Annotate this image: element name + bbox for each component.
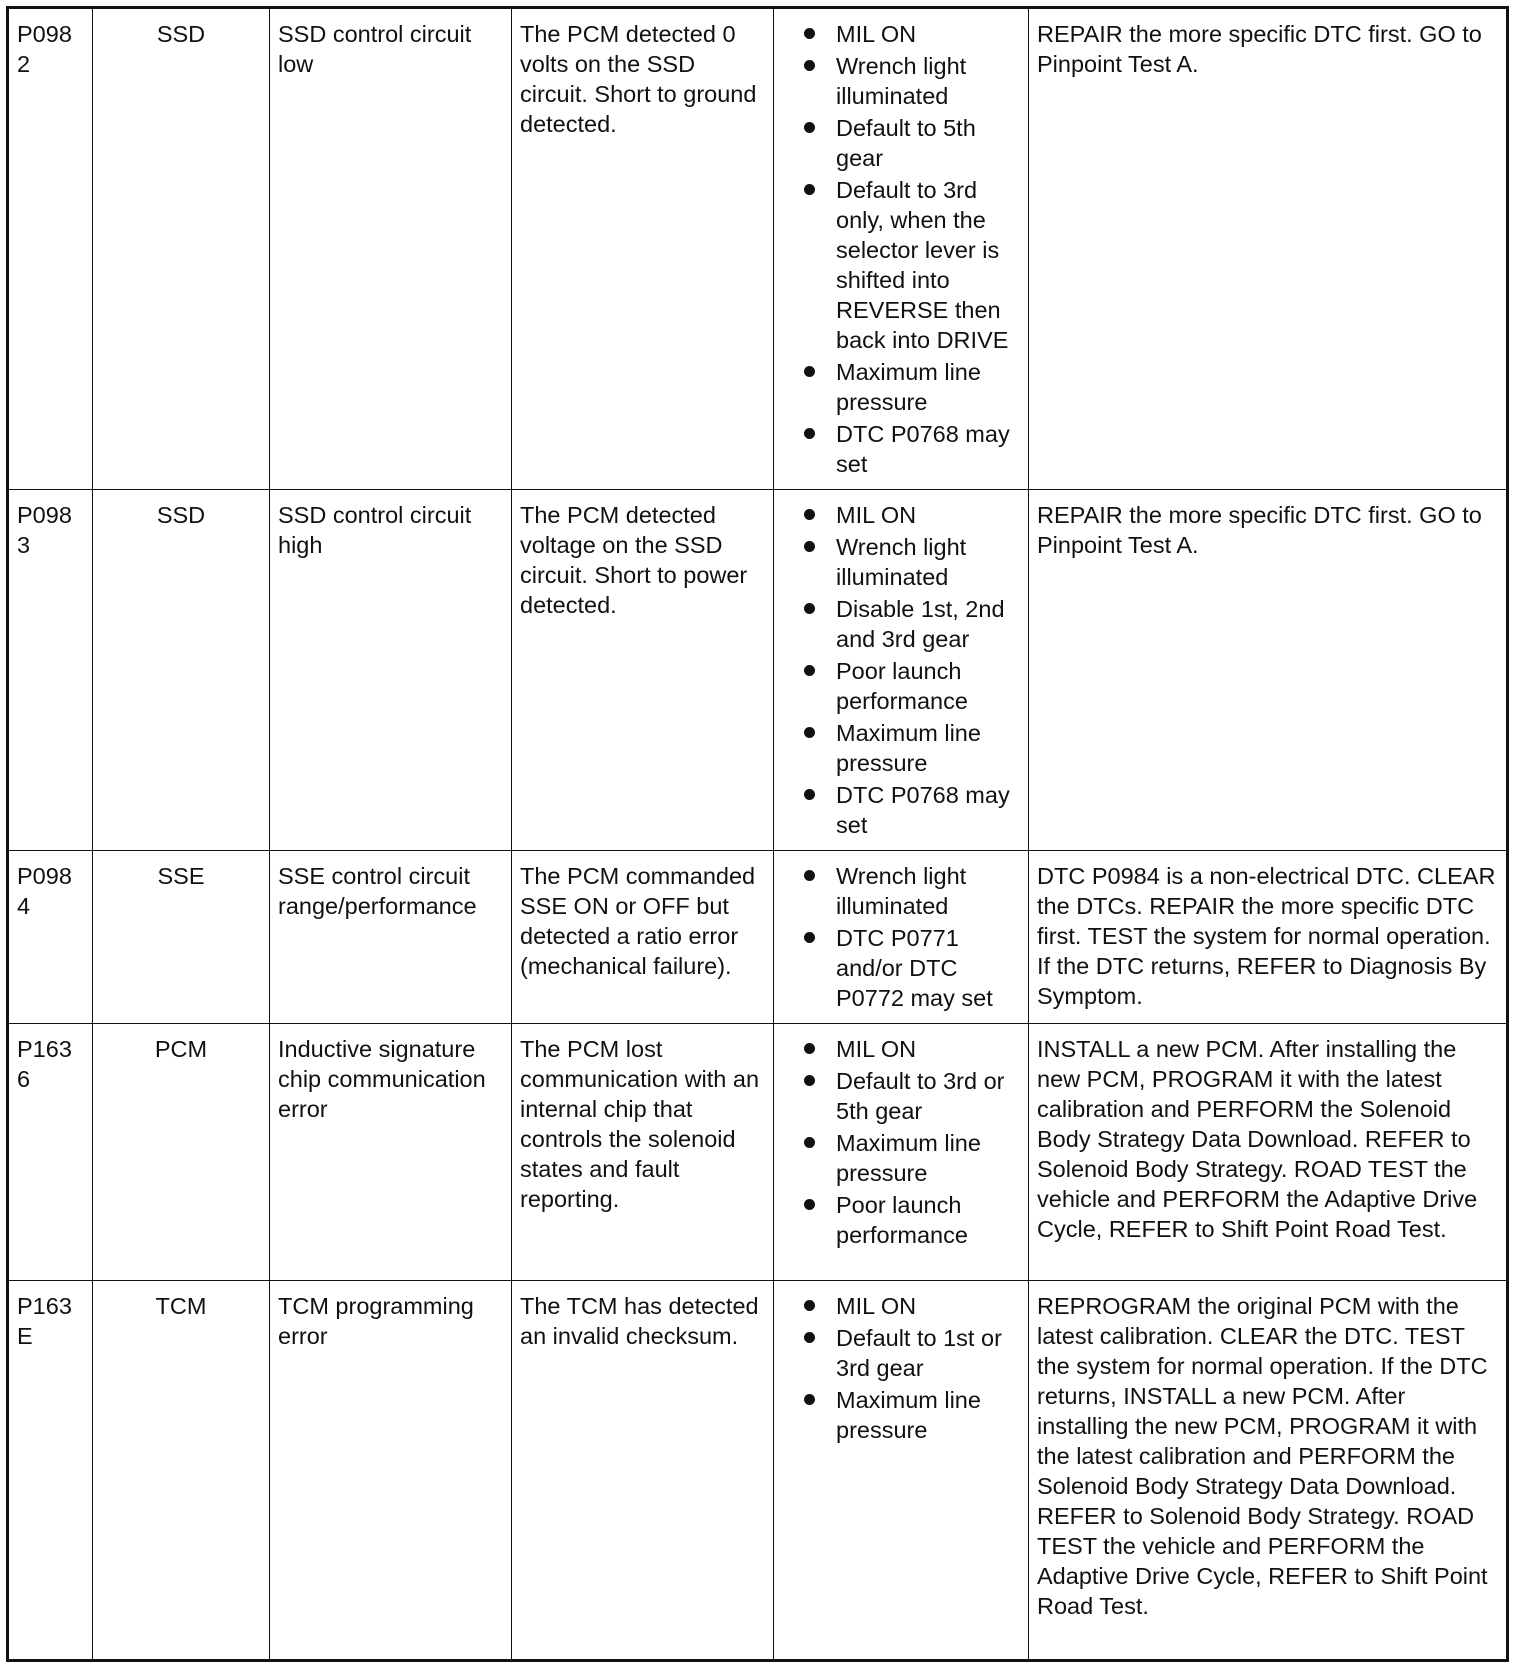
component-cell: SSD (93, 8, 270, 490)
condition-cell: The TCM has detected an invalid checksum. (512, 1281, 774, 1661)
symptom-item: Disable 1st, 2nd and 3rd gear (782, 594, 1020, 654)
symptom-list (782, 500, 1020, 840)
description-cell: Inductive signature chip communication error (270, 1024, 512, 1281)
symptom-item: Wrench light illuminated (782, 51, 1020, 111)
symptom-cell (774, 1024, 1029, 1281)
table-row (8, 8, 1508, 490)
symptom-cell (774, 490, 1029, 851)
component-cell: SSD (93, 490, 270, 851)
condition-cell: The PCM detected voltage on the SSD circuit. Short to power detected. (512, 490, 774, 851)
action-cell: DTC P0984 is a non-electrical DTC. CLEAR the DTCs. REPAIR the more specific DTC first. TEST the system for normal operation. If the DTC returns, REFER to Diagnosis By Symptom. (1029, 851, 1508, 1024)
action-cell: REPAIR the more specific DTC first. GO to Pinpoint Test A. (1029, 490, 1508, 851)
dtc-code-cell: P0982 (8, 8, 93, 490)
symptom-item: Wrench light illuminated (782, 861, 1020, 921)
symptom-item: Wrench light illuminated (782, 532, 1020, 592)
description-cell: SSD control circuit high (270, 490, 512, 851)
table-row (8, 490, 1508, 851)
dtc-code-cell: P1636 (8, 1024, 93, 1281)
table-row (8, 1281, 1508, 1661)
dtc-code-cell: P0983 (8, 490, 93, 851)
table-row (8, 1024, 1508, 1281)
symptom-cell (774, 851, 1029, 1024)
symptom-cell (774, 1281, 1029, 1661)
description-cell: SSE control circuit range/performance (270, 851, 512, 1024)
component-cell: TCM (93, 1281, 270, 1661)
action-cell: INSTALL a new PCM. After installing the new PCM, PROGRAM it with the latest calibration and PERFORM the Solenoid Body Strategy Data Download. REFER to Solenoid Body Strategy. ROAD TEST the vehicle and PERFORM the Adaptive Drive Cycle, REFER to Shift Point Road Test. (1029, 1024, 1508, 1281)
description-cell: TCM programming error (270, 1281, 512, 1661)
symptom-list (782, 19, 1020, 479)
symptom-item: Default to 5th gear (782, 113, 1020, 173)
symptom-item: DTC P0768 may set (782, 780, 1020, 840)
symptom-item: Poor launch performance (782, 1190, 1020, 1250)
symptom-item: Maximum line pressure (782, 1385, 1020, 1445)
condition-cell: The PCM lost communication with an internal chip that controls the solenoid states and fault reporting. (512, 1024, 774, 1281)
action-cell: REPROGRAM the original PCM with the latest calibration. CLEAR the DTC. TEST the system for normal operation. If the DTC returns, INSTALL a new PCM. After installing the new PCM, PROGRAM it with the latest calibration and PERFORM the Solenoid Body Strategy Data Download. REFER to Solenoid Body Strategy. ROAD TEST the vehicle and PERFORM the Adaptive Drive Cycle, REFER to Shift Point Road Test. (1029, 1281, 1508, 1661)
dtc-code-cell: P0984 (8, 851, 93, 1024)
symptom-item: Default to 1st or 3rd gear (782, 1323, 1020, 1383)
dtc-code-cell: P163E (8, 1281, 93, 1661)
symptom-item: Default to 3rd only, when the selector lever is shifted into REVERSE then back into DRIVE (782, 175, 1020, 355)
symptom-list (782, 1291, 1020, 1445)
symptom-item: Poor launch performance (782, 656, 1020, 716)
symptom-item: Default to 3rd or 5th gear (782, 1066, 1020, 1126)
symptom-item: MIL ON (782, 500, 1020, 530)
symptom-item: Maximum line pressure (782, 357, 1020, 417)
symptom-item: Maximum line pressure (782, 1128, 1020, 1188)
table-row (8, 851, 1508, 1024)
symptom-item: Maximum line pressure (782, 718, 1020, 778)
condition-cell: The PCM commanded SSE ON or OFF but detected a ratio error (mechanical failure). (512, 851, 774, 1024)
symptom-list (782, 1034, 1020, 1250)
action-cell: REPAIR the more specific DTC first. GO to Pinpoint Test A. (1029, 8, 1508, 490)
component-cell: SSE (93, 851, 270, 1024)
description-cell: SSD control circuit low (270, 8, 512, 490)
symptom-cell (774, 8, 1029, 490)
symptom-item: DTC P0768 may set (782, 419, 1020, 479)
symptom-item: MIL ON (782, 1034, 1020, 1064)
dtc-table-body (8, 8, 1508, 1661)
symptom-list (782, 861, 1020, 1013)
condition-cell: The PCM detected 0 volts on the SSD circuit. Short to ground detected. (512, 8, 774, 490)
symptom-item: MIL ON (782, 19, 1020, 49)
symptom-item: MIL ON (782, 1291, 1020, 1321)
dtc-table (6, 6, 1509, 1662)
symptom-item: DTC P0771 and/or DTC P0772 may set (782, 923, 1020, 1013)
component-cell: PCM (93, 1024, 270, 1281)
